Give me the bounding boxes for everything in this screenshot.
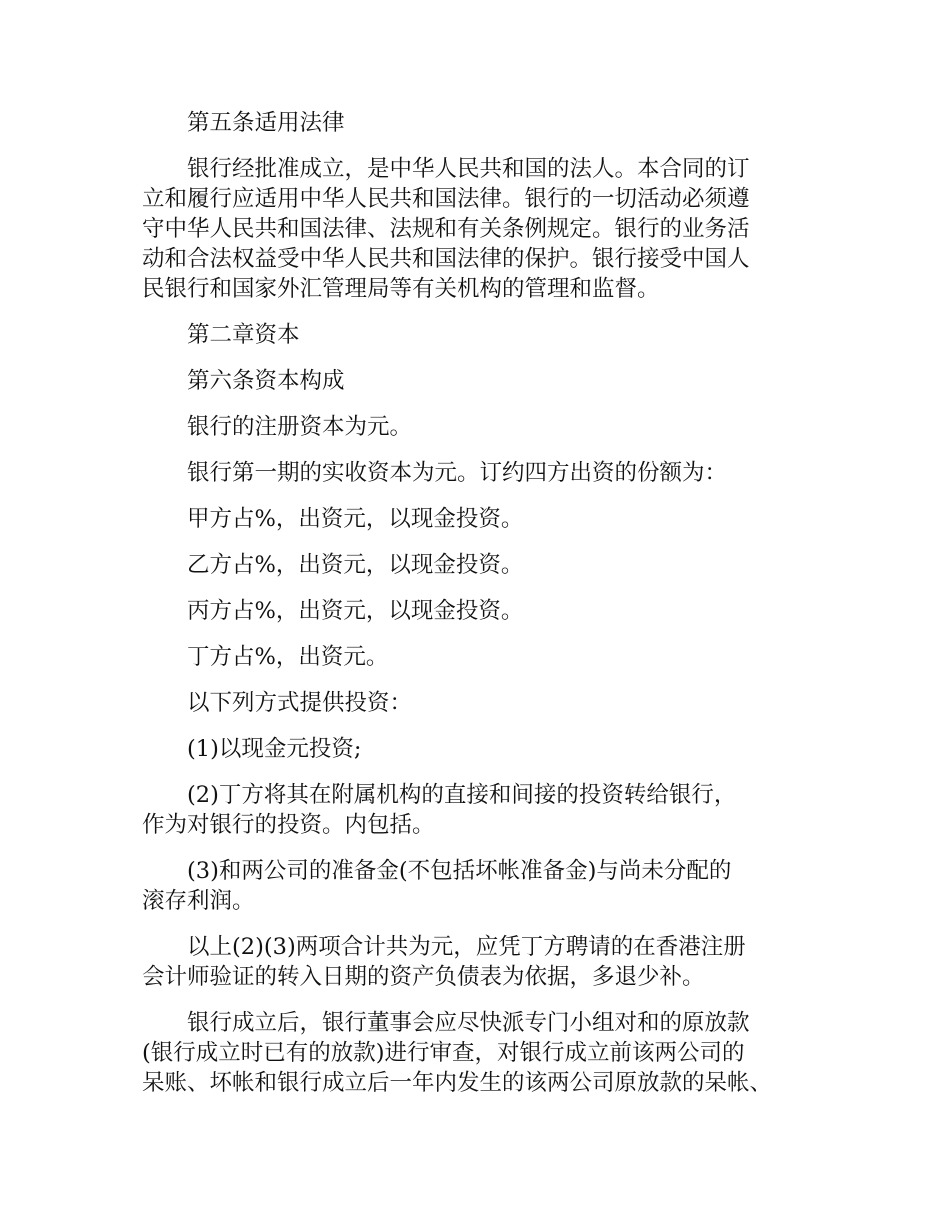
text-line: 民银行和国家外汇管理局等有关机构的管理和监督。: [142, 276, 660, 302]
text-line: 银行成立后，银行董事会应尽快派专门小组对和的原放款: [187, 1010, 750, 1036]
method-item-3: [142, 856, 828, 916]
document-body: [142, 108, 828, 1114]
text-line: (2)丁方将其在附属机构的直接和间接的投资转给银行，: [187, 782, 737, 808]
text-line: 乙方占%，出资元，以现金投资。: [187, 552, 524, 578]
text-line: 以下列方式提供投资：: [187, 690, 413, 716]
text-line: 动和合法权益受中华人民共和国法律的保护。银行接受中国人: [142, 246, 750, 272]
text-line: 立和履行应适用中华人民共和国法律。银行的一切活动必须遵: [142, 186, 750, 212]
text-line: 滚存利润。: [142, 888, 255, 914]
text-line: (1)以现金元投资;: [187, 736, 362, 762]
text-line: 第五条适用法律: [187, 110, 345, 136]
investment-methods-intro: [142, 688, 828, 718]
text-line: (3)和两公司的准备金(不包括坏帐准备金)与尚未分配的: [187, 858, 732, 884]
paid-in-capital-paragraph: [142, 458, 828, 488]
party-c-share: [142, 596, 828, 626]
text-line: 守中华人民共和国法律、法规和有关条例规定。银行的业务活: [142, 216, 750, 242]
party-a-share: [142, 504, 828, 534]
text-line: 银行的注册资本为元。: [187, 414, 413, 440]
party-b-share: [142, 550, 828, 580]
article-6-heading: [142, 366, 828, 396]
combined-total-paragraph: [142, 932, 828, 992]
article-5-heading: [142, 108, 828, 138]
text-line: 银行第一期的实收资本为元。订约四方出资的份额为：: [187, 460, 728, 486]
text-line: (银行成立时已有的放款)进行审查，对银行成立前该两公司的: [142, 1040, 745, 1066]
loan-review-paragraph: [142, 1008, 828, 1098]
chapter-2-heading: [142, 320, 828, 350]
text-line: 丙方占%，出资元，以现金投资。: [187, 598, 524, 624]
text-line: 银行经批准成立，是中华人民共和国的法人。本合同的订: [187, 156, 750, 182]
text-line: 会计师验证的转入日期的资产负债表为依据，多退少补。: [142, 964, 705, 990]
text-line: 第二章资本: [187, 322, 300, 348]
text-line: 丁方占%，出资元。: [187, 644, 389, 670]
text-line: 作为对银行的投资。内包括。: [142, 812, 435, 838]
text-line: 以上(2)(3)两项合计共为元，应凭丁方聘请的在香港注册: [187, 934, 746, 960]
article-5-body: [142, 154, 828, 304]
party-d-share: [142, 642, 828, 672]
text-line: 第六条资本构成: [187, 368, 345, 394]
text-line: 呆账、坏帐和银行成立后一年内发生的该两公司原放款的呆帐、: [142, 1070, 773, 1096]
method-item-2: [142, 780, 828, 840]
method-item-1: [142, 734, 828, 764]
text-line: 甲方占%，出资元，以现金投资。: [187, 506, 524, 532]
registered-capital-paragraph: [142, 412, 828, 442]
